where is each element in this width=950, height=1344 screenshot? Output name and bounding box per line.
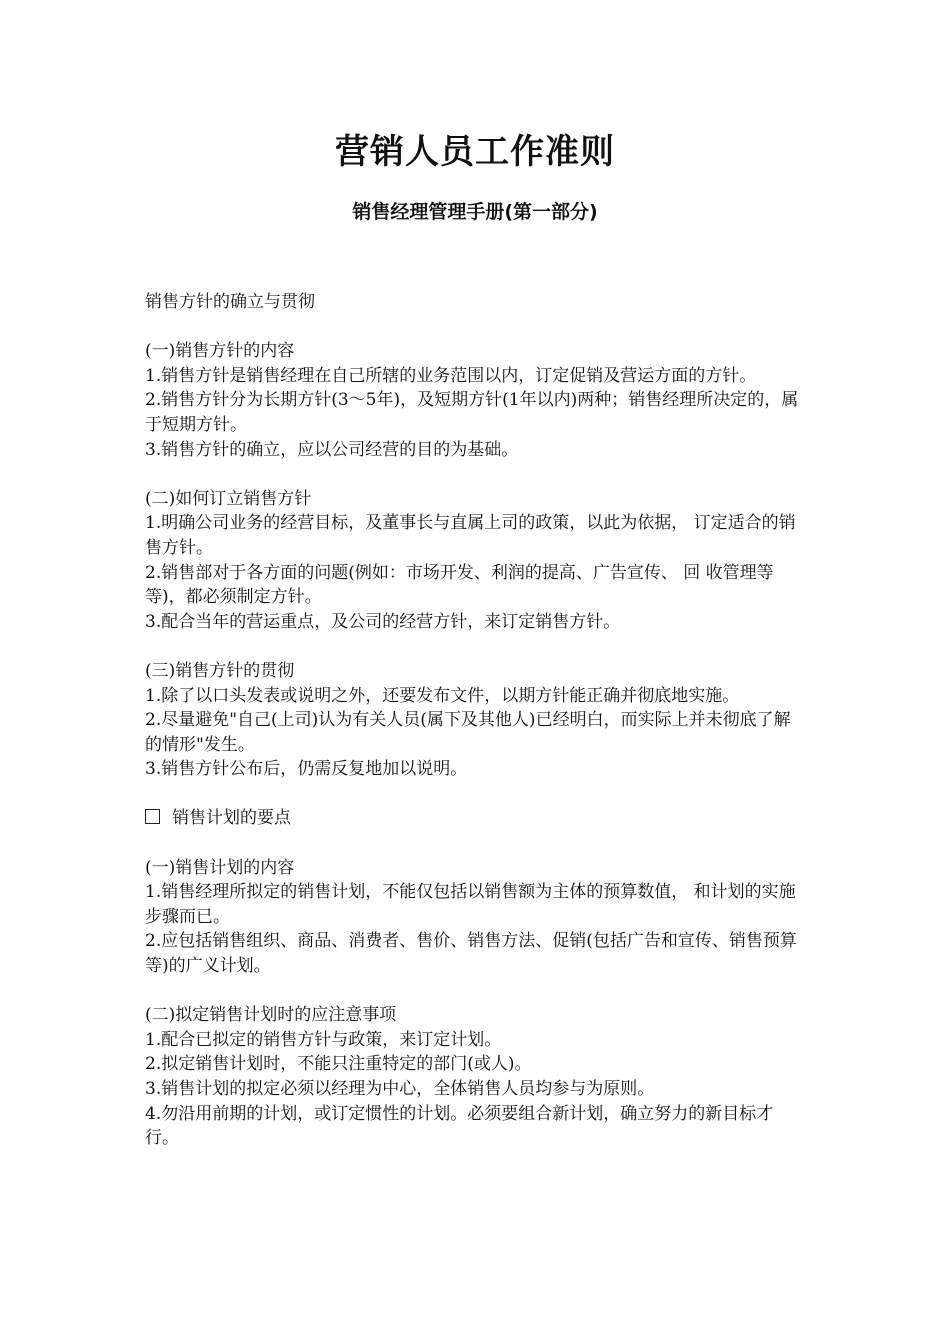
text-line [145, 659, 805, 684]
text-line-content: (一)销售计划的内容 [145, 857, 295, 878]
text-line-content: 销售计划的要点 [172, 808, 291, 829]
text-line-content: 1.明确公司业务的经营目标，及董事长与直属上司的政策，以此为依据， 订定适合的销售方针。 [145, 513, 796, 558]
blank-line [145, 782, 805, 807]
text-line [145, 511, 805, 560]
checkbox-icon [145, 809, 160, 824]
text-line-content: 3.配合当年的营运重点，及公司的经营方针，来订定销售方针。 [145, 611, 621, 632]
text-line [145, 339, 805, 364]
text-line [145, 561, 805, 610]
text-line [145, 487, 805, 512]
text-line-content: (一)销售方针的内容 [145, 341, 295, 362]
text-line-content: 1.配合已拟定的销售方针与政策，来订定计划。 [145, 1029, 502, 1050]
text-line-content: 1.销售方针是销售经理在自己所辖的业务范围以内，订定促销及营运方面的方针。 [145, 365, 757, 386]
text-line-content: (三)销售方针的贯彻 [145, 660, 295, 681]
text-line-content: 2.应包括销售组织、商品、消费者、售价、销售方法、促销(包括广告和宣传、销售预算等)的广义计划。 [145, 931, 797, 977]
text-line-content: 2.销售部对于各方面的问题(例如：市场开发、利润的提高、广告宣传、 回 收管理等等)，都必须制定方针。 [145, 562, 774, 608]
text-line-content: 2.拟定销售计划时，不能只注重特定的部门(或人)。 [145, 1054, 532, 1075]
text-line-content: 2.销售方针分为长期方针(3～5年)，及短期方针(1年以内)两种；销售经理所决定的，属于短期方针。 [145, 390, 799, 435]
text-line [145, 684, 805, 709]
text-line [145, 1028, 805, 1053]
text-line [145, 708, 805, 757]
document-title: 营销人员工作准则 [335, 132, 615, 172]
text-line-content: 1.销售经理所拟定的销售计划，不能仅包括以销售额为主体的预算数值， 和计划的实施步骤而已。 [145, 882, 796, 927]
text-line [145, 438, 805, 463]
text-line [145, 880, 805, 929]
text-line [145, 856, 805, 881]
text-line [145, 1052, 805, 1077]
blank-line [145, 315, 805, 340]
blank-line [145, 979, 805, 1004]
text-line-content: (二)拟定销售计划时的应注意事项 [145, 1005, 397, 1026]
blank-line [145, 462, 805, 487]
document-subtitle: 销售经理管理手册(第一部分) [352, 201, 598, 223]
document-body [145, 290, 805, 1151]
text-line-content: 2.尽量避免"自己(上司)认为有关人员(属下及其他人)已经明白，而实际上并未彻底了解的情形"发生。 [145, 710, 791, 755]
text-line-content: (二)如何订立销售方针 [145, 488, 312, 509]
text-line-content: 3.销售计划的拟定必须以经理为中心，全体销售人员均参与为原则。 [145, 1079, 655, 1099]
blank-line [145, 831, 805, 856]
text-line [145, 364, 805, 389]
text-line-content: 3.销售方针公布后，仍需反复地加以说明。 [145, 759, 468, 780]
text-line [145, 1077, 805, 1102]
text-line [145, 1003, 805, 1028]
text-line [145, 1102, 805, 1151]
text-line [145, 610, 805, 635]
text-line [145, 290, 805, 315]
text-line-content: 1.除了以口头发表或说明之外，还要发布文件，以期方针能正确并彻底地实施。 [145, 685, 740, 706]
text-line-content: 3.销售方针的确立，应以公司经营的目的为基础。 [145, 439, 519, 460]
text-line [145, 806, 805, 831]
text-line [145, 757, 805, 782]
blank-line [145, 634, 805, 659]
text-line-content: 4.勿沿用前期的计划，或订定惯性的计划。必须要组合新计划，确立努力的新目标才行。 [145, 1103, 774, 1149]
text-line [145, 929, 805, 978]
text-line-content: 销售方针的确立与贯彻 [145, 292, 315, 312]
text-line [145, 388, 805, 437]
